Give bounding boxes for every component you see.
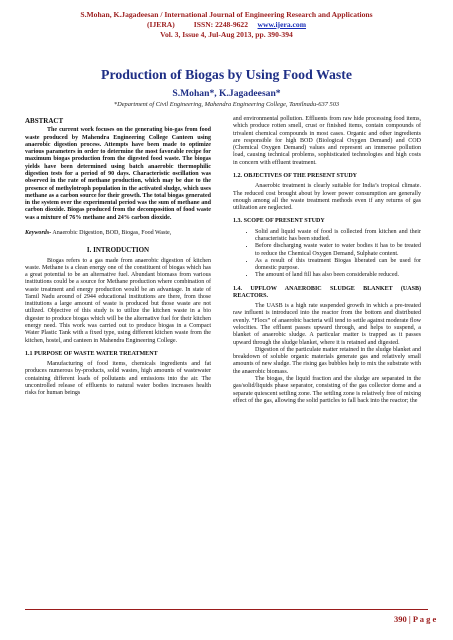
section-1-1-heading: 1.1 PURPOSE OF WASTE WATER TREATMENT [25,350,158,357]
paper-title: Production of Biogas by Using Food Waste [101,67,352,82]
intro-text: Biogas refers to a gas made from anaerobic digestion of kitchen waste. Methane is a clean energy one of the constituent of biogas which has a great potential to be an alternative fuel. Abundant biomass from various institutions could be a source for Methane production where combination of waste treatment and energy production would be an advantage. In state of Tamil Nadu around of 2944 educational institutions are there, from those institutions a large amount of waste is produced but those waste are not utilized. Objective of this study is to utilize the kitchen waste in a bio digester to produce biogas which will be the alternative fuel for their kitchen energy need. This work was carried out to produce biogas in a Compact Water Plastic Tank with a fixed type, using different kitchen waste from the kitchen, hostel, and canteen in Mahendra Engineering College. [25,257,211,344]
list-item: • The amount of land fill has also been considerable reduced. [255,272,421,279]
section-1-2-text: Anaerobic treatment is clearly suitable for India’s tropical climate. The reduced cost brought about by lower power consumption are generally enough among all the waste treatment methods even if any returns of gas utilization are neglected. [233,183,421,212]
header-line-1: S.Mohan, K.Jagadeesan / International Journal of Engineering Research and Applications [80,10,373,19]
keywords-text: Anaerobic Digestion, BOD, Biogas, Food Waste, [51,229,172,236]
section-1-4-text-3: The biogas, the liquid fraction and the sludge are separated in the gas/solid/liquids phase separator, consisting of the gas collector dome and a separate quiescent settling zone. The settling zone is relatively free of mixing effect of the gas, allowing the solid particles to fall back into the reactor; the [233,376,421,404]
intro-heading: I. INTRODUCTION [86,246,150,255]
list-item: • Before discharging waste water to water bodies it has to be treated to reduce the Chemical Oxygen Demand, Sulphate content. [255,243,421,258]
left-column [25,118,211,398]
paper-authors: S.Mohan*, K.Jagadeesan* [172,88,281,99]
section-1-1-text: Manufacturing of food items, chemicals ingredients and fat produces numerous by-products, solid wastes, high amounts of wastewater containing different loads of pollutants and emissions into the air. The uncontrolled release of effluents to natural water bodies increases health risks for human beings [25,361,211,397]
journal-header [0,10,453,40]
header-line-2 [0,20,453,30]
section-1-3-heading: 1.3. SCOPE OF PRESENT STUDY [233,218,325,225]
list-item: • As a result of this treatment Biogas liberated can be used for domestic purpose. [255,258,421,273]
right-column [233,116,421,405]
section-1-2-heading: 1.2. OBJECTIVES OF THE PRESENT STUDY [233,172,358,179]
abstract-heading: ABSTRACT [25,117,64,125]
section-1-4-heading: 1.4. UPFLOW ANAEROBIC SLUDGE BLANKET (UASB) REACTORS. [233,285,421,299]
footer-divider [25,609,428,610]
scope-list [233,229,421,280]
header-line-3: Vol. 3, Issue 4, Jul-Aug 2013, pp. 390-394 [160,30,293,39]
keywords-label: Keywords- [25,229,52,236]
abstract-text: The current work focuses on the generating bio-gas from food waste produced by Mahendra Engineering College Canteen using anaerobic digestion process. Attempts have been made to optimize various parameters in order to determine the most favorable recipe for maximum biogas production from the digested food waste. The biogas yields have been determined using batch anaerobic thermophilic digestion tests for a period of 90 days. Characteristic oscillation was observed in the rate of methane production, which may be due to the presence of methylotroph population in the activated sludge, which uses methane as a carbon source for their growth. The total biogas generated in the system over the experimental period was the sum of methane and carbon dioxide. Biogas produced from the decomposition of food waste was a mixture of 76% methane and 24% carbon dioxide. [25,127,211,221]
keywords [25,230,211,237]
journal-link[interactable]: www.ijera.com [257,20,307,29]
page-number: 390 | P a g e [394,614,437,624]
paper-affiliation: *Department of Civil Engineering, Mahendra Engineering College, Tamilnadu-637 503 [113,101,340,108]
list-item: • Solid and liquid waste of food is collected from kitchen and their characteristic has been studied. [255,229,421,244]
issn-text: (IJERA) ISSN: 2248-9622 [146,20,258,29]
section-1-4-text-1: The UASB is a high rate suspended growth in which a pre-treated raw influent is introduced into the reactor from the bottom and distributed evenly. “Flocs” of anaerobic bacteria will tend to settle against moderate flow velocities. The effluent passes upward through, and helps to suspend, a blanket of anaerobic sludge. A particular matter is trapped as it passes upward through the sludge blanket, where it is retained and digested. [233,303,421,346]
continued-paragraph: and environmental pollution. Effluents from raw hide processing food items, which produce rotten smell, crust or finished items, contain compounds of trivalent chemical compounds in most cases. Organic and other ingredients are responsible for high BOD (Biological Oxygen Demand) and COD (Chemical Oxygen Demand) values and represent an immense pollution load, causing technical problems, sophisticated technologies and high costs in concern with effluent treatment. [233,116,421,166]
section-1-4-text-2: Digestion of the particulate matter retained in the sludge blanket and breakdown of soluble organic materials generate gas and relatively small amounts of new sludge. The rising gas bubbles help to mix the substrate with the anaerobic biomass. [233,346,421,375]
